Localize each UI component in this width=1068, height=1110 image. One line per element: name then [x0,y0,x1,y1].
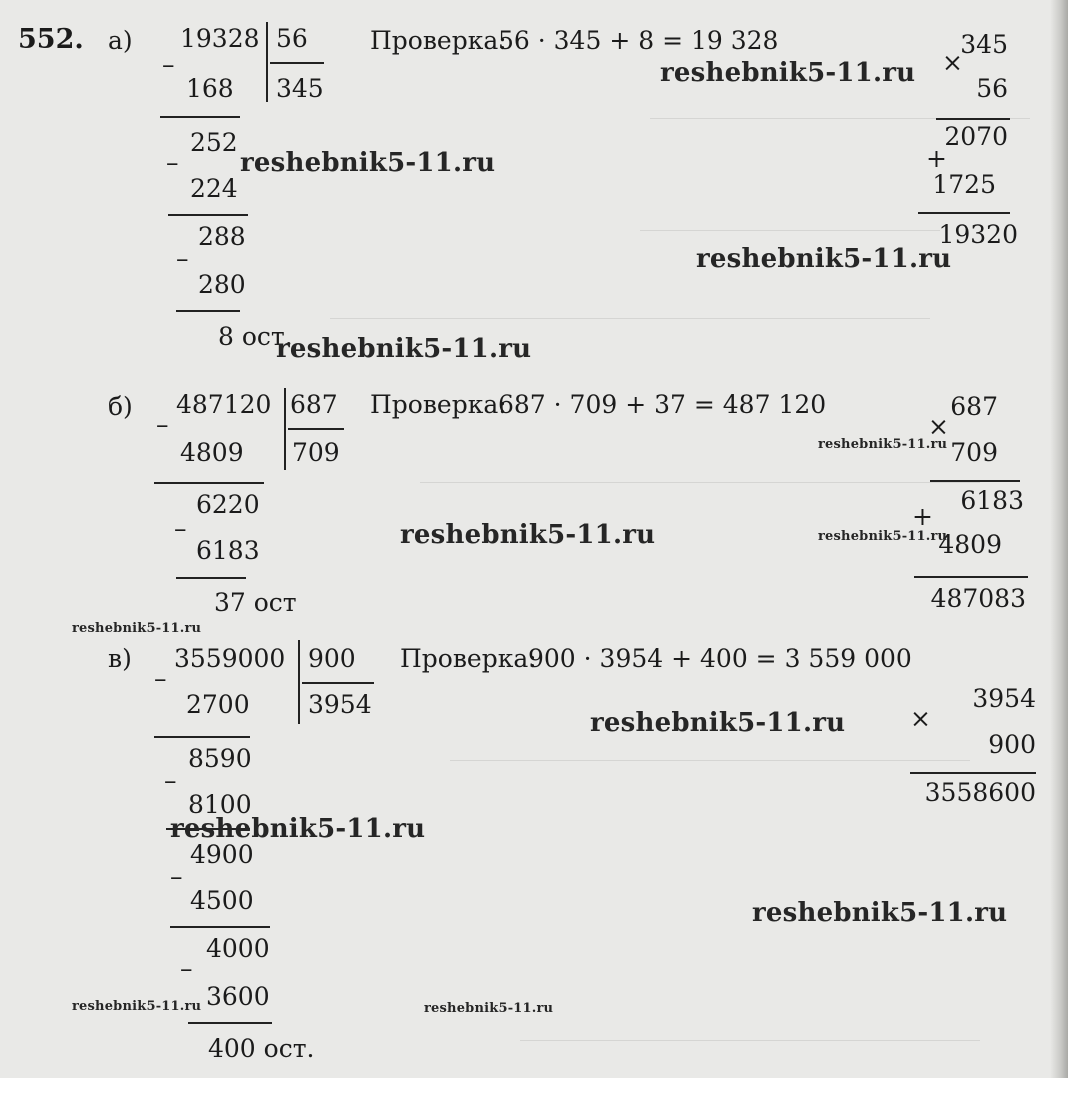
watermark: reshebnik5-11.ru [818,529,948,544]
part-b-mult-partial-2: 4809 [938,530,1002,559]
part-a-step-2: 252 [190,128,238,157]
part-a-divisor: 56 [276,24,308,53]
part-b-rule-2 [176,577,246,579]
part-b-mult-partial-1: 6183 [960,486,1024,515]
part-c-quotient: 3954 [308,690,372,719]
part-b-mult-rule-1 [930,480,1020,482]
part-b-step-1: 4809 [180,438,244,467]
bleed-through-line [520,1040,980,1041]
part-c-mult-rule [910,772,1036,774]
part-a-mult-partial-2: 1725 [932,170,996,199]
part-a-quotient-line [270,62,324,64]
part-a-minus-3: – [176,244,189,273]
part-a-step-5: 280 [198,270,246,299]
part-b-label: б) [108,392,133,421]
part-b-plus: + [912,502,933,531]
part-b-quotient: 709 [292,438,340,467]
part-a-remainder: 8 ост. [218,322,293,351]
part-a-dividend: 19328 [180,24,260,53]
part-c-label: в) [108,644,132,673]
part-a-rule-3 [176,310,240,312]
watermark: reshebnik5-11.ru [240,148,496,178]
part-c-quotient-line [302,682,374,684]
part-c-rule-4 [188,1022,272,1024]
part-b-check-label: Проверка: [370,390,507,419]
watermark: reshebnik5-11.ru [660,58,916,88]
problem-number: 552. [18,24,84,55]
part-b-division-bar [284,388,286,470]
part-c-minus-3: – [170,862,183,891]
watermark: reshebnik5-11.ru [72,999,202,1014]
part-a-check: 56 · 345 + 8 = 19 328 [498,26,779,55]
part-a-label: а) [108,26,133,55]
part-c-rule-1 [154,736,250,738]
bleed-through-line [640,230,940,231]
part-b-quotient-line [288,428,344,430]
part-b-dividend: 487120 [176,390,272,419]
part-a-times: × [942,48,963,77]
part-c-step-3: 8100 [188,790,252,819]
part-b-mult-top: 687 [950,392,998,421]
part-b-minus-2: – [174,514,187,543]
part-c-times: × [910,704,931,733]
part-c-step-5: 4500 [190,886,254,915]
part-a-step-4: 288 [198,222,246,251]
part-c-step-7: 3600 [206,982,270,1011]
part-c-step-4: 4900 [190,840,254,869]
part-c-dividend: 3559000 [174,644,286,673]
part-b-rule-1 [154,482,264,484]
page-edge-shadow [1050,0,1068,1078]
part-a-plus: + [926,144,947,173]
watermark: reshebnik5-11.ru [276,334,532,364]
part-a-quotient: 345 [276,74,324,103]
part-a-check-label: Проверка: [370,26,507,55]
watermark: reshebnik5-11.ru [400,520,656,550]
part-a-mult-partial-1: 2070 [944,122,1008,151]
bleed-through-line [330,318,930,319]
part-b-mult-bottom: 709 [950,438,998,467]
part-a-rule-2 [168,214,248,216]
part-c-step-6: 4000 [206,934,270,963]
part-a-minus-1: – [162,50,175,79]
part-a-division-bar [266,22,268,102]
watermark: reshebnik5-11.ru [818,437,948,452]
part-a-mult-bottom: 56 [976,74,1008,103]
part-a-rule-1 [160,116,240,118]
part-c-divisor: 900 [308,644,356,673]
part-b-check: 687 · 709 + 37 = 487 120 [498,390,827,419]
part-c-step-1: 2700 [186,690,250,719]
part-c-mult-top: 3954 [972,684,1036,713]
watermark: reshebnik5-11.ru [590,708,846,738]
watermark: reshebnik5-11.ru [424,1001,554,1016]
part-c-division-bar [298,640,300,724]
part-a-mult-rule-2 [918,212,1010,214]
part-b-divisor: 687 [290,390,338,419]
part-c-minus-2: – [164,766,177,795]
part-b-step-3: 6183 [196,536,260,565]
part-c-mult-bottom: 900 [988,730,1036,759]
part-c-remainder: 400 ост. [208,1034,315,1063]
part-a-mult-rule-1 [936,118,1010,120]
part-b-step-2: 6220 [196,490,260,519]
part-b-remainder: 37 ост [214,588,297,617]
part-b-mult-rule-2 [914,576,1028,578]
watermark: reshebnik5-11.ru [72,621,202,636]
part-b-mult-result: 487083 [930,584,1026,613]
part-a-mult-top: 345 [960,30,1008,59]
watermark: reshebnik5-11.ru [752,898,1008,928]
bleed-through-line [450,760,970,761]
part-b-times: × [928,412,949,441]
bleed-through-line [420,482,980,483]
watermark: reshebnik5-11.ru [696,244,952,274]
part-c-minus-4: – [180,954,193,983]
part-a-minus-2: – [166,148,179,177]
part-c-check-label: Проверка: [400,644,537,673]
part-c-check: 900 · 3954 + 400 = 3 559 000 [528,644,912,673]
part-b-minus-1: – [156,410,169,439]
part-c-rule-3 [170,926,270,928]
part-c-mult-result: 3558600 [924,778,1036,807]
watermark: reshebnik5-11.ru [170,814,426,844]
part-c-minus-1: – [154,664,167,693]
part-a-mult-result: 19320 [938,220,1018,249]
part-c-step-2: 8590 [188,744,252,773]
part-a-step-1: 168 [186,74,234,103]
part-a-step-3: 224 [190,174,238,203]
